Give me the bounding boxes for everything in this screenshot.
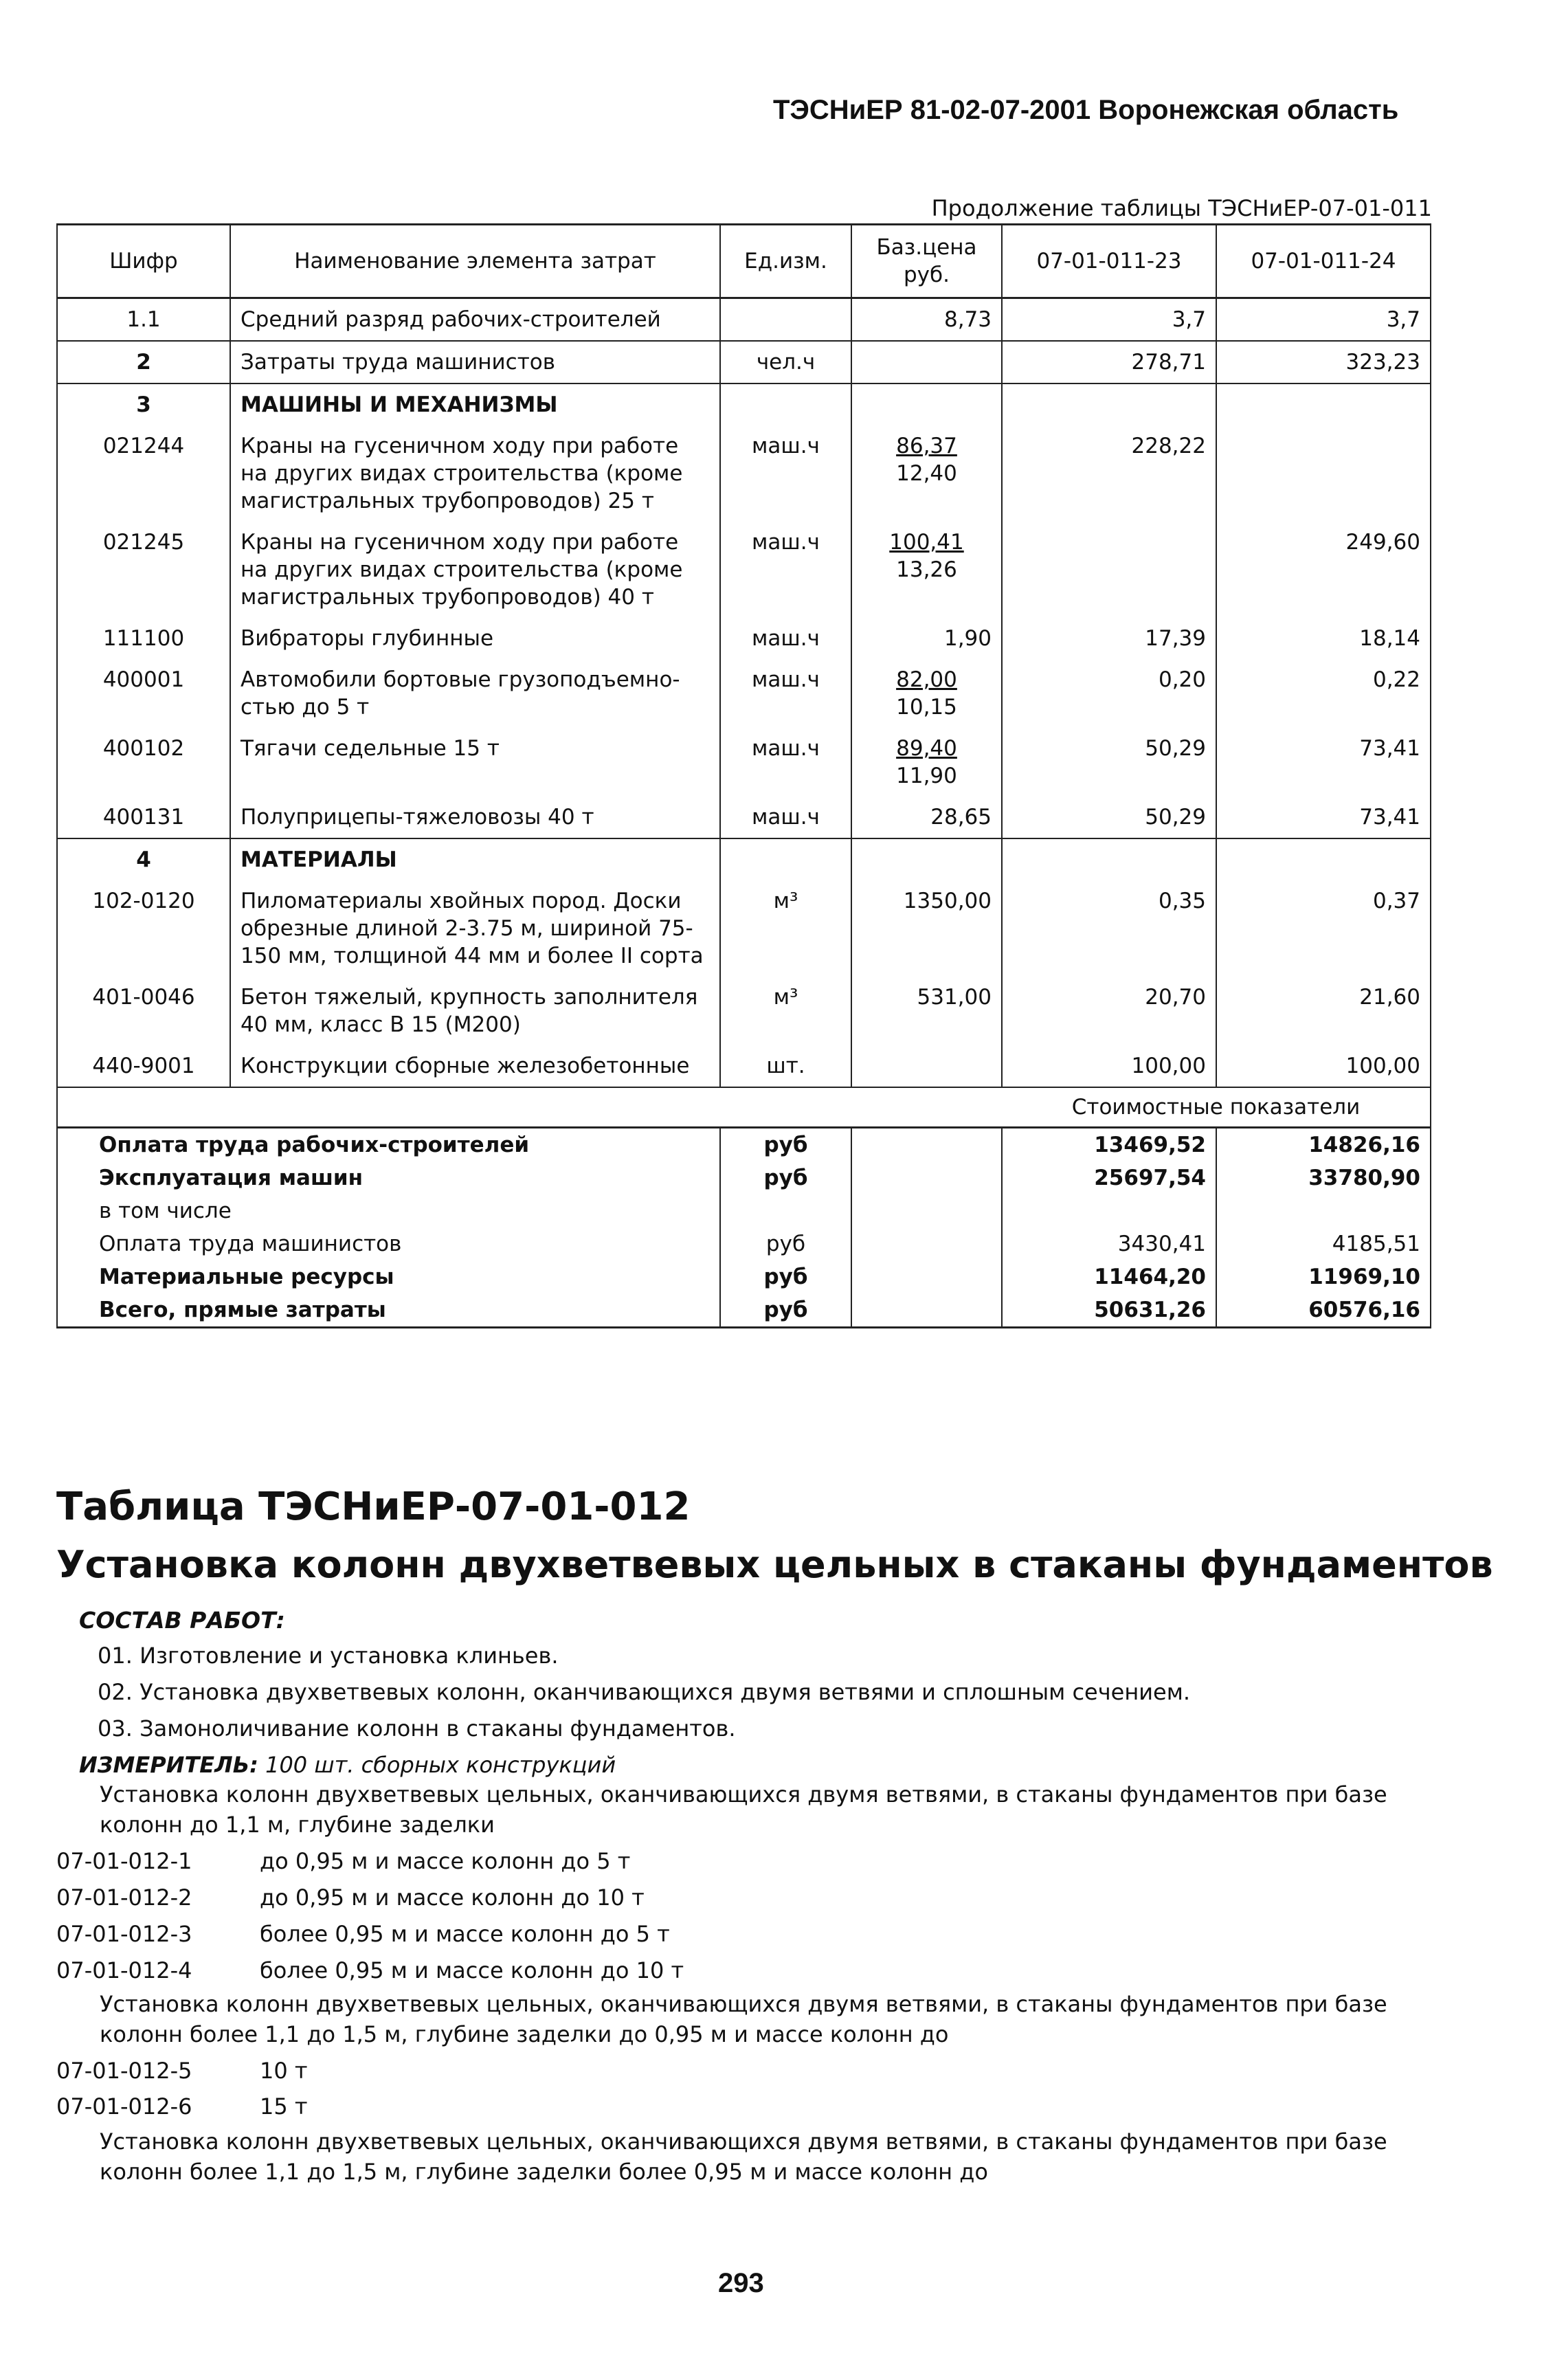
row-code: 2 xyxy=(57,341,230,383)
item-text: более 0,95 м и массе колонн до 5 т xyxy=(260,1921,670,1947)
row-name: Бетон тяжелый, крупность заполнителя 40 мм, класс В 15 (М200) xyxy=(230,977,720,1045)
row-unit: чел.ч xyxy=(720,341,851,383)
row-value-23: 0,35 xyxy=(1002,880,1216,977)
row-price-main: 86,37 xyxy=(896,434,957,458)
row-code: 400102 xyxy=(57,728,230,797)
col-header-price: Баз.цена руб. xyxy=(851,225,1002,298)
row-value-23: 278,71 xyxy=(1002,341,1216,383)
row-value-24: 3,7 xyxy=(1216,298,1431,342)
row-code: 400001 xyxy=(57,659,230,728)
cost-name: Всего, прямые затраты xyxy=(57,1293,720,1328)
cost-row xyxy=(57,1227,1431,1260)
row-value-24: 0,37 xyxy=(1216,880,1431,977)
cost-unit: руб xyxy=(720,1161,851,1194)
row-code: 440-9001 xyxy=(57,1045,230,1087)
row-value-23: 20,70 xyxy=(1002,977,1216,1045)
row-name: Тягачи седельные 15 т xyxy=(230,728,720,797)
item-code: 07-01-012-3 xyxy=(56,1921,192,1947)
row-code: 3 xyxy=(57,383,230,425)
row-name: Вибраторы глубинные xyxy=(230,618,720,659)
cost-name: Оплата труда рабочих-строителей xyxy=(57,1128,720,1162)
row-name: Пиломатериалы хвойных пород. Доски обрезные длиной 2-3.75 м, шириной 75-150 мм, толщиной 44 мм и более II сорта xyxy=(230,880,720,977)
cost-value-23: 3430,41 xyxy=(1002,1227,1216,1260)
work-composition-label: СОСТАВ РАБОТ: xyxy=(79,1607,285,1634)
row-price xyxy=(851,659,1002,728)
measure-value: 100 шт. сборных конструкций xyxy=(265,1752,616,1778)
row-price-wage: 11,90 xyxy=(896,764,957,788)
table-row xyxy=(57,977,1431,1045)
table-row xyxy=(57,618,1431,659)
row-unit: маш.ч xyxy=(720,425,851,522)
table-row xyxy=(57,1045,1431,1087)
row-price-wage: 13,26 xyxy=(896,557,957,582)
table-row xyxy=(57,797,1431,838)
row-price-main: 100,41 xyxy=(889,530,964,555)
cost-name: в том числе xyxy=(57,1194,720,1227)
cost-unit: руб xyxy=(720,1260,851,1293)
item-code: 07-01-012-6 xyxy=(56,2093,192,2120)
row-name: Конструкции сборные железобетонные xyxy=(230,1045,720,1087)
row-name: Краны на гусеничном ходу при работе на других видах строительства (кроме магистральных трубопроводов) 40 т xyxy=(230,522,720,618)
row-code: 021244 xyxy=(57,425,230,522)
row-value-24: 73,41 xyxy=(1216,797,1431,838)
item-text: более 0,95 м и массе колонн до 10 т xyxy=(260,1957,684,1983)
row-unit: маш.ч xyxy=(720,797,851,838)
row-price xyxy=(851,341,1002,383)
row-value-24: 18,14 xyxy=(1216,618,1431,659)
row-unit: маш.ч xyxy=(720,728,851,797)
row-value-24: 21,60 xyxy=(1216,977,1431,1045)
cost-name: Оплата труда машинистов xyxy=(57,1227,720,1260)
row-value-24: 100,00 xyxy=(1216,1045,1431,1087)
row-name: Затраты труда машинистов xyxy=(230,341,720,383)
cost-value-24: 60576,16 xyxy=(1216,1293,1431,1328)
cost-name: Материальные ресурсы xyxy=(57,1260,720,1293)
row-value-24: 323,23 xyxy=(1216,341,1431,383)
cost-row xyxy=(57,1194,1431,1227)
row-unit: шт. xyxy=(720,1045,851,1087)
row-price-main: 82,00 xyxy=(896,667,957,692)
row-value-23: 0,20 xyxy=(1002,659,1216,728)
row-value-23: 17,39 xyxy=(1002,618,1216,659)
cost-value-23: 50631,26 xyxy=(1002,1293,1216,1328)
row-code: 1.1 xyxy=(57,298,230,342)
measure-label: ИЗМЕРИТЕЛЬ: xyxy=(79,1752,258,1778)
row-name: Полуприцепы-тяжеловозы 40 т xyxy=(230,797,720,838)
item-text: 10 т xyxy=(260,2058,308,2084)
cost-unit: руб xyxy=(720,1227,851,1260)
row-unit: м³ xyxy=(720,977,851,1045)
work-item: 03. Замоноличивание колонн в стаканы фундаментов. xyxy=(98,1715,736,1742)
cost-value-23: 25697,54 xyxy=(1002,1161,1216,1194)
row-price xyxy=(851,728,1002,797)
description-line: колонн более 1,1 до 1,5 м, глубине заделки более 0,95 м и массе колонн до xyxy=(100,2159,988,2185)
cost-value-24: 14826,16 xyxy=(1216,1128,1431,1162)
table-continuation-note: Продолжение таблицы ТЭСНиЕР-07-01-011 xyxy=(931,195,1432,221)
row-value-23: 228,22 xyxy=(1002,425,1216,522)
row-price xyxy=(851,522,1002,618)
col-header-24: 07-01-011-24 xyxy=(1216,225,1431,298)
cost-value-24: 33780,90 xyxy=(1216,1161,1431,1194)
description-line: колонн до 1,1 м, глубине заделки xyxy=(100,1812,495,1838)
page-header: ТЭСНиЕР 81-02-07-2001 Воронежская область xyxy=(773,95,1399,125)
row-price-wage: 12,40 xyxy=(896,461,957,486)
row-value-23: 50,29 xyxy=(1002,728,1216,797)
cost-header: Стоимостные показатели xyxy=(1002,1087,1431,1128)
cost-unit: руб xyxy=(720,1128,851,1162)
row-value-23 xyxy=(1002,522,1216,618)
row-value-23: 50,29 xyxy=(1002,797,1216,838)
cost-value-24: 4185,51 xyxy=(1216,1227,1431,1260)
row-price: 8,73 xyxy=(851,298,1002,342)
table-section-row xyxy=(57,838,1431,880)
table-header-row xyxy=(57,225,1431,298)
cost-row xyxy=(57,1293,1431,1328)
measure-line xyxy=(79,1752,616,1778)
table-subtitle: Установка колонн двухветвевых цельных в стаканы фундаментов xyxy=(56,1543,1493,1586)
item-code: 07-01-012-5 xyxy=(56,2058,192,2084)
cost-value-23: 13469,52 xyxy=(1002,1128,1216,1162)
cost-value-23: 11464,20 xyxy=(1002,1260,1216,1293)
row-unit: маш.ч xyxy=(720,659,851,728)
cost-row xyxy=(57,1128,1431,1162)
row-price: 531,00 xyxy=(851,977,1002,1045)
row-price xyxy=(851,1045,1002,1087)
col-header-code: Шифр xyxy=(57,225,230,298)
description-line: Установка колонн двухветвевых цельных, оканчивающихся двумя ветвями, в стаканы фундаментов при базе xyxy=(100,1781,1387,1808)
table-row xyxy=(57,880,1431,977)
row-name: Средний разряд рабочих-строителей xyxy=(230,298,720,342)
row-unit: маш.ч xyxy=(720,618,851,659)
item-code: 07-01-012-2 xyxy=(56,1884,192,1911)
item-code: 07-01-012-4 xyxy=(56,1957,192,1983)
row-unit: маш.ч xyxy=(720,522,851,618)
col-header-unit: Ед.изм. xyxy=(720,225,851,298)
table-title: Таблица ТЭСНиЕР-07-01-012 xyxy=(56,1484,691,1529)
row-name: МАШИНЫ И МЕХАНИЗМЫ xyxy=(230,383,720,425)
row-code: 400131 xyxy=(57,797,230,838)
col-header-name: Наименование элемента затрат xyxy=(230,225,720,298)
table-row xyxy=(57,728,1431,797)
description-line: Установка колонн двухветвевых цельных, оканчивающихся двумя ветвями, в стаканы фундаментов при базе xyxy=(100,2128,1387,2155)
table-row xyxy=(57,341,1431,383)
row-value-24: 0,22 xyxy=(1216,659,1431,728)
row-price: 1,90 xyxy=(851,618,1002,659)
description-line: Установка колонн двухветвевых цельных, оканчивающихся двумя ветвями, в стаканы фундаментов при базе xyxy=(100,1991,1387,2017)
item-code: 07-01-012-1 xyxy=(56,1848,192,1874)
row-unit: м³ xyxy=(720,880,851,977)
table-row xyxy=(57,522,1431,618)
row-value-24: 73,41 xyxy=(1216,728,1431,797)
table-row xyxy=(57,298,1431,342)
row-code: 111100 xyxy=(57,618,230,659)
row-name: МАТЕРИАЛЫ xyxy=(230,838,720,880)
row-price-wage: 10,15 xyxy=(896,695,957,720)
row-code: 021245 xyxy=(57,522,230,618)
row-value-23: 3,7 xyxy=(1002,298,1216,342)
row-price: 1350,00 xyxy=(851,880,1002,977)
row-code: 401-0046 xyxy=(57,977,230,1045)
row-name: Автомобили бортовые грузоподъемно-стью до 5 т xyxy=(230,659,720,728)
cost-name: Эксплуатация машин xyxy=(57,1161,720,1194)
row-unit xyxy=(720,298,851,342)
row-value-24 xyxy=(1216,425,1431,522)
cost-value-24: 11969,10 xyxy=(1216,1260,1431,1293)
item-text: 15 т xyxy=(260,2093,308,2120)
work-item: 02. Установка двухветвевых колонн, оканчивающихся двумя ветвями и сплошным сечением. xyxy=(98,1679,1191,1705)
row-value-23: 100,00 xyxy=(1002,1045,1216,1087)
page-number: 293 xyxy=(718,2268,764,2298)
description-line: колонн более 1,1 до 1,5 м, глубине заделки до 0,95 м и массе колонн до xyxy=(100,2021,949,2047)
resources-table xyxy=(56,223,1431,1328)
cost-unit: руб xyxy=(720,1293,851,1328)
row-code: 102-0120 xyxy=(57,880,230,977)
col-header-23: 07-01-011-23 xyxy=(1002,225,1216,298)
row-value-24: 249,60 xyxy=(1216,522,1431,618)
work-item: 01. Изготовление и установка клиньев. xyxy=(98,1643,559,1669)
item-text: до 0,95 м и массе колонн до 5 т xyxy=(260,1848,631,1874)
row-price xyxy=(851,425,1002,522)
item-text: до 0,95 м и массе колонн до 10 т xyxy=(260,1884,645,1911)
table-row xyxy=(57,425,1431,522)
table-section-row xyxy=(57,383,1431,425)
row-price: 28,65 xyxy=(851,797,1002,838)
row-code: 4 xyxy=(57,838,230,880)
cost-row xyxy=(57,1161,1431,1194)
table-row xyxy=(57,659,1431,728)
cost-row xyxy=(57,1260,1431,1293)
cost-header-row xyxy=(57,1087,1431,1128)
row-name: Краны на гусеничном ходу при работе на других видах строительства (кроме магистральных трубопроводов) 25 т xyxy=(230,425,720,522)
row-price-main: 89,40 xyxy=(896,736,957,761)
